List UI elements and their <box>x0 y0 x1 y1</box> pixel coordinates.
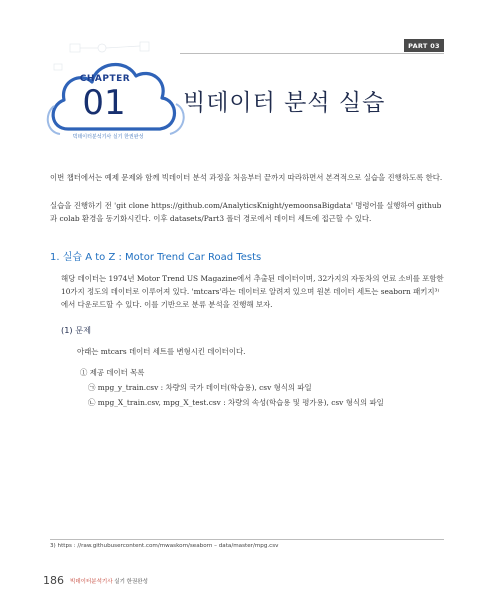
intro-paragraph-1: 이번 챕터에서는 예제 문제와 함께 빅데이터 분석 과정을 처음부터 끝까지 따라하면서 본격적으로 실습을 진행하도록 한다. <box>50 173 443 182</box>
footnote: 3) https : //raw.githubusercontent.com/mwaskom/seaborn – data/master/mpg.csv <box>50 543 279 549</box>
footer-book-title <box>70 577 148 585</box>
chapter-label: CHAPTER <box>79 74 131 84</box>
problem-heading: (1) 문제 <box>61 325 92 335</box>
footnote-rule <box>50 539 444 540</box>
intro-paragraph-2: 실습을 진행하기 전 'git clone https://github.com/AnalyticsKnight/yemoonsaBigdata' 명령어를 실행하여 github과 colab 환경을 동기화시킨다. 이후 datasets/Part3 폴더 경로에서 데이터 세트에 접근할 수 있다. <box>50 201 442 223</box>
chapter-title: 빅데이터 분석 실습 <box>183 90 386 116</box>
part-tag: PART 03 <box>404 39 444 52</box>
list-item: ㉡ mpg_X_train.csv, mpg_X_test.csv : 차량의 속성(학습용 및 평가용), csv 형식의 파일 <box>88 398 384 407</box>
footer-book-suffix: 실기 한권완성 <box>112 579 148 585</box>
page-number: 186 <box>43 574 64 587</box>
dataset-description: 해당 데이터는 1974년 Motor Trend US Magazine에서 추출된 데이터이며, 32가지의 자동차의 연료 소비를 포함한 10가지 정도의 데이터로 이루어져 있다. 'mtcars'라는 데이터로 알려져 있으며 원본 데이터 세트는 seaborn 패키지³⁾에서 다운로드할 수 있다. 이를 기반으로 분류 분석을 진행해 보자. <box>61 274 444 309</box>
list-item: ㉠ mpg_y_train.csv : 차량의 국가 데이터(학습용), csv 형식의 파일 <box>88 383 312 392</box>
header-rule <box>180 53 444 54</box>
problem-intro: 아래는 mtcars 데이터 세트를 변형시킨 데이터이다. <box>77 347 246 356</box>
footer-book-name: 빅데이터분석기사 <box>70 579 113 585</box>
section-heading: 1. 실습 A to Z : Motor Trend Car Road Tests <box>50 252 262 263</box>
data-list-title: ① 제공 데이터 목록 <box>80 368 145 377</box>
chapter-book-subtitle: 빅데이터분석기사 실기 한권완성 <box>72 134 144 140</box>
chapter-number: 01 <box>82 83 126 123</box>
